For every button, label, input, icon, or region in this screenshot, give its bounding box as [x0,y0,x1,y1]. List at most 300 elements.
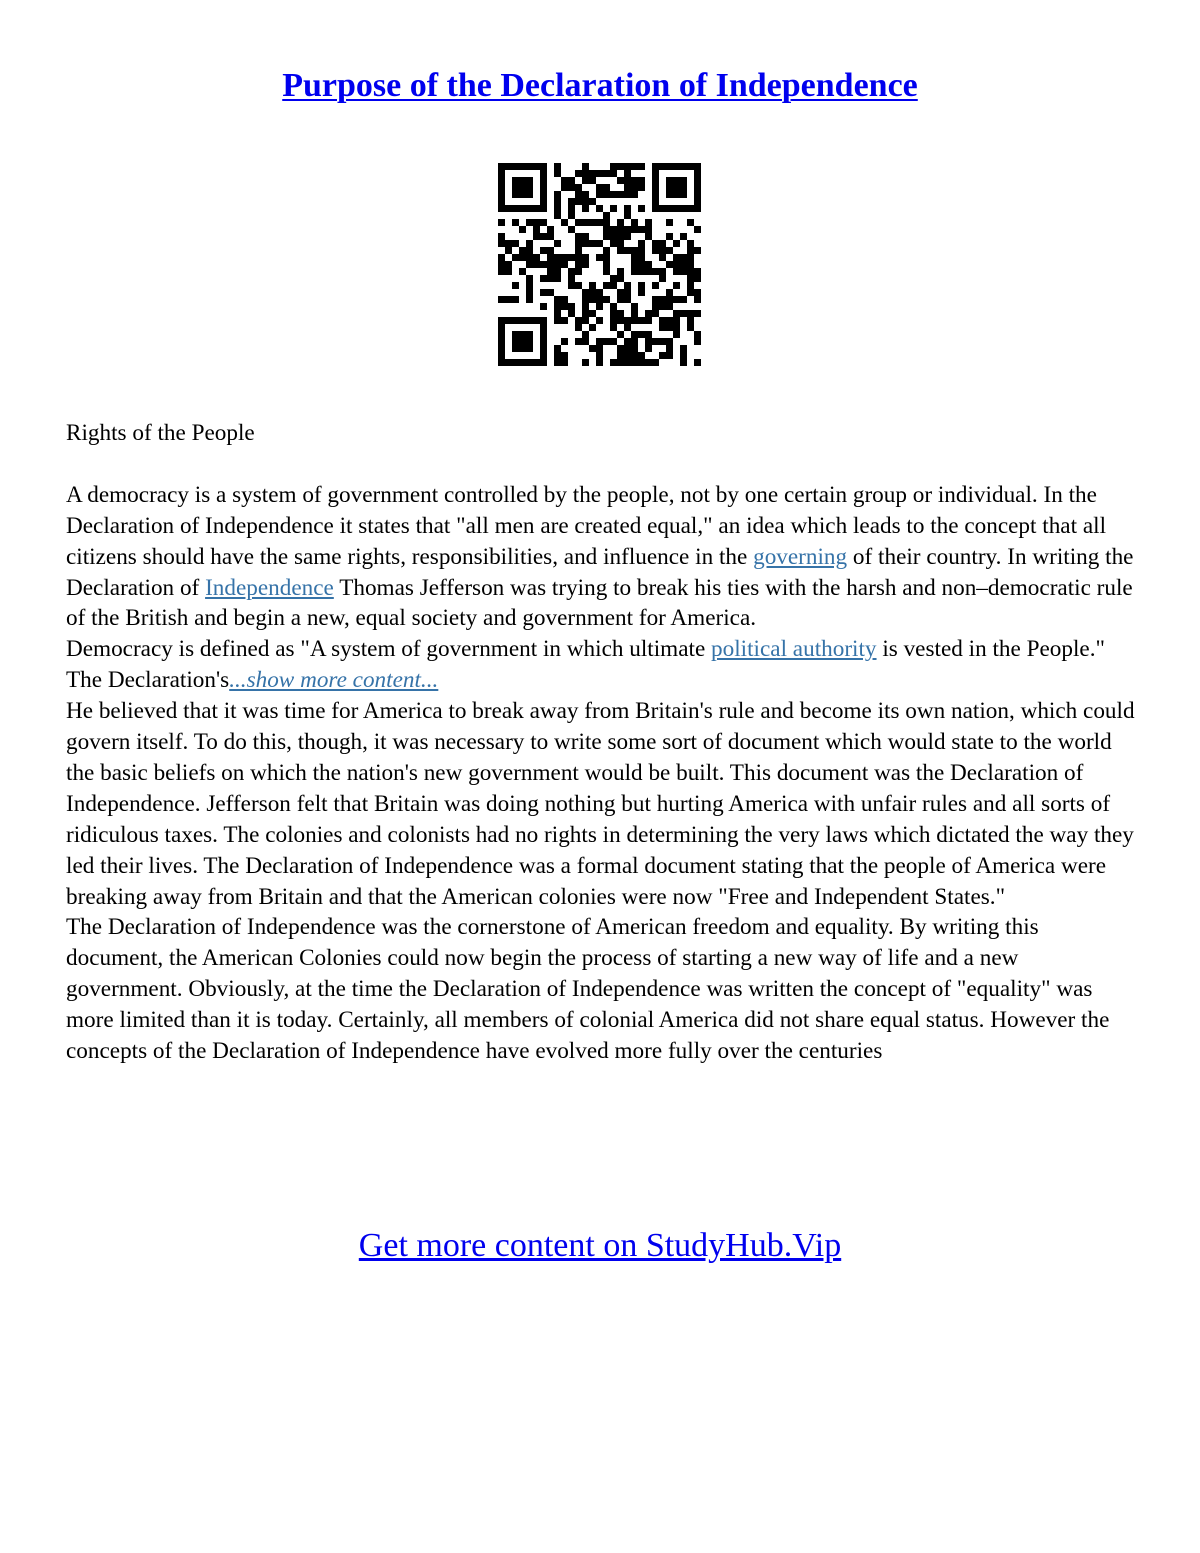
qr-module [512,338,519,345]
qr-module [624,296,631,303]
qr-module [540,198,547,205]
qr-module [673,296,680,303]
qr-module [568,268,575,275]
qr-module [652,177,659,184]
qr-module [575,184,582,191]
show-more-content-link[interactable]: ...show more content... [229,667,439,694]
qr-module [673,205,680,212]
qr-module [561,317,568,324]
qr-module [603,219,610,226]
qr-module [554,310,561,317]
qr-module [680,345,687,352]
qr-module [638,163,645,170]
qr-module [680,296,687,303]
qr-module [596,184,603,191]
qr-module [575,219,582,226]
qr-module [666,345,673,352]
qr-module [512,177,519,184]
qr-module [694,310,701,317]
qr-module [666,352,673,359]
qr-module [589,177,596,184]
qr-module [638,289,645,296]
qr-module [673,191,680,198]
qr-module [498,170,505,177]
qr-module [673,261,680,268]
qr-module [638,282,645,289]
qr-module [512,331,519,338]
qr-module [638,268,645,275]
qr-module [575,268,582,275]
qr-module [631,226,638,233]
qr-module [540,289,547,296]
qr-module [533,163,540,170]
qr-module [603,233,610,240]
independence-link[interactable]: Independence [205,574,334,601]
qr-module [687,163,694,170]
qr-module [659,303,666,310]
qr-module [540,317,547,324]
qr-module [582,233,589,240]
qr-module [617,345,624,352]
qr-module [526,296,533,303]
qr-module [638,317,645,324]
qr-module [603,268,610,275]
qr-module [554,170,561,177]
qr-module [603,212,610,219]
qr-module [610,338,617,345]
qr-module [694,177,701,184]
qr-module [498,331,505,338]
qr-module [617,268,624,275]
qr-module [554,345,561,352]
qr-module [617,219,624,226]
qr-module [568,282,575,289]
qr-module [519,317,526,324]
qr-module [575,170,582,177]
qr-module [673,177,680,184]
qr-module [659,324,666,331]
qr-module [694,184,701,191]
qr-module [519,345,526,352]
qr-module [617,359,624,366]
qr-module [498,338,505,345]
qr-module [540,205,547,212]
qr-module [533,317,540,324]
qr-module [512,163,519,170]
qr-module [512,191,519,198]
qr-module [638,240,645,247]
qr-module [680,184,687,191]
qr-module [505,163,512,170]
qr-module [498,219,505,226]
footer [0,1224,1200,1268]
qr-module [694,359,701,366]
qr-module [512,359,519,366]
qr-module [603,170,610,177]
qr-module [624,226,631,233]
qr-module [631,352,638,359]
qr-module [638,205,645,212]
qr-module [666,261,673,268]
qr-module [589,198,596,205]
qr-module [638,261,645,268]
paragraph-jefferson: He believed that it was time for America to break away from Britain's rule and become its own nation, which could govern itself. To do this, though, it was necessary to write some sort of document which would state to the world the basic beliefs on which the nation's new government would be built. This document was the Declaration of Independence. Jefferson felt that Britain was doing nothing but hurting America with unfair rules and all sorts of ridiculous taxes. The colonies and colonists had no rights in determining the very laws which dictated the way they led their lives. The Declaration of Independence was a formal document stating that the people of America were breaking away from Britain and that the American colonies were now "Free and Independent States." [66,698,1135,910]
qr-module [526,359,533,366]
qr-module [631,261,638,268]
qr-module [554,254,561,261]
qr-module [694,226,701,233]
qr-module [512,345,519,352]
qr-module [526,345,533,352]
qr-module [624,317,631,324]
qr-module [596,254,603,261]
qr-module [547,261,554,268]
qr-module [498,198,505,205]
qr-module [568,205,575,212]
qr-module [680,163,687,170]
qr-module [533,359,540,366]
qr-module [610,317,617,324]
qr-module [687,205,694,212]
qr-module [603,338,610,345]
qr-module [540,303,547,310]
qr-module [673,268,680,275]
qr-module [540,163,547,170]
qr-module [561,352,568,359]
qr-module [687,261,694,268]
qr-module [554,268,561,275]
qr-module [575,261,582,268]
qr-module [540,352,547,359]
qr-module [638,254,645,261]
studyhub-link[interactable]: Get more content on StudyHub.Vip [358,1227,842,1264]
qr-module [519,163,526,170]
qr-module [498,317,505,324]
qr-module [575,240,582,247]
qr-module [694,191,701,198]
qr-module [610,324,617,331]
qr-module [596,219,603,226]
qr-module [575,247,582,254]
qr-module [652,191,659,198]
qr-module [617,177,624,184]
qr-module [589,289,596,296]
qr-module [680,359,687,366]
qr-module [561,219,568,226]
qr-module [498,205,505,212]
qr-module [540,275,547,282]
qr-module [680,177,687,184]
qr-module [652,296,659,303]
qr-module [694,289,701,296]
qr-module [582,296,589,303]
qr-module [610,226,617,233]
paragraph-definition [66,634,1136,696]
article-body [66,418,1136,1067]
qr-module [652,303,659,310]
qr-module [680,268,687,275]
qr-module [561,261,568,268]
qr-module [617,163,624,170]
qr-module [673,310,680,317]
qr-module [596,240,603,247]
qr-module [631,303,638,310]
qr-module [505,205,512,212]
qr-module [582,191,589,198]
qr-module [624,345,631,352]
qr-module [512,184,519,191]
qr-module [624,338,631,345]
qr-module [547,233,554,240]
qr-module [687,268,694,275]
qr-module [505,247,512,254]
qr-module [596,296,603,303]
qr-module [547,275,554,282]
qr-module [526,338,533,345]
qr-module [666,324,673,331]
qr-module [554,205,561,212]
qr-module [526,317,533,324]
qr-module [659,352,666,359]
qr-module [596,191,603,198]
qr-module [645,338,652,345]
qr-module [519,331,526,338]
qr-module [526,289,533,296]
qr-module [589,219,596,226]
qr-module [540,345,547,352]
qr-module [582,303,589,310]
qr-module [575,198,582,205]
qr-module [498,191,505,198]
qr-module [659,240,666,247]
qr-code-graphic [498,163,701,366]
qr-module [645,331,652,338]
qr-module [631,345,638,352]
qr-module [659,317,666,324]
qr-module [624,359,631,366]
qr-module [519,338,526,345]
qr-module [666,205,673,212]
qr-module [680,310,687,317]
qr-module [624,191,631,198]
qr-module [687,317,694,324]
qr-module [568,303,575,310]
qr-module [603,261,610,268]
qr-module [533,226,540,233]
qr-module [540,191,547,198]
qr-module [498,345,505,352]
qr-module [554,163,561,170]
qr-module [645,261,652,268]
qr-module [610,359,617,366]
qr-module [666,184,673,191]
qr-module [659,338,666,345]
qr-module [526,219,533,226]
qr-module [512,240,519,247]
qr-module [561,184,568,191]
qr-module [680,352,687,359]
qr-module [512,254,519,261]
paragraph2-text-2: is vested in the People." The Declaration's [66,636,1105,694]
qr-module [610,233,617,240]
qr-module [526,331,533,338]
qr-module [687,289,694,296]
qr-module [610,170,617,177]
qr-module [498,233,505,240]
paragraph2-text-1: Democracy is defined as "A system of government in which ultimate [66,636,712,663]
qr-module [582,240,589,247]
qr-module [694,275,701,282]
qr-module [582,310,589,317]
qr-module [582,177,589,184]
qr-module [673,282,680,289]
qr-module [659,254,666,261]
qr-module [652,247,659,254]
qr-module [540,331,547,338]
qr-module [568,310,575,317]
qr-module [561,177,568,184]
qr-module [694,247,701,254]
qr-module [603,184,610,191]
qr-module [512,205,519,212]
qr-module [673,163,680,170]
qr-module [526,177,533,184]
qr-module [568,177,575,184]
qr-module [680,205,687,212]
qr-module [617,296,624,303]
political-authority-link[interactable]: political authority [711,636,877,663]
qr-module [554,240,561,247]
qr-module [575,254,582,261]
qr-module [526,275,533,282]
qr-module [631,219,638,226]
qr-module [617,191,624,198]
qr-module [533,261,540,268]
qr-module [631,338,638,345]
qr-module [645,268,652,275]
qr-module [589,310,596,317]
qr-module [582,254,589,261]
qr-module [631,310,638,317]
qr-module [498,240,505,247]
qr-module [638,247,645,254]
qr-module [694,198,701,205]
qr-module [680,191,687,198]
qr-module [659,275,666,282]
qr-module [589,296,596,303]
qr-module [589,324,596,331]
qr-module [603,247,610,254]
qr-module [526,247,533,254]
qr-module [687,324,694,331]
qr-module [519,205,526,212]
qr-module [610,310,617,317]
qr-module [631,163,638,170]
qr-module [631,191,638,198]
qr-module [582,261,589,268]
qr-module [540,233,547,240]
qr-module [596,359,603,366]
qr-module [540,359,547,366]
qr-module [617,247,624,254]
qr-module [631,247,638,254]
qr-module [505,268,512,275]
qr-module [568,226,575,233]
paragraph-democracy [66,480,1136,635]
qr-module [631,331,638,338]
qr-module [498,177,505,184]
paragraph1-text-3: Thomas Jefferson was trying to break his ties with the harsh and non–democratic rule of the British and begin a new, equal society and government for America. [66,574,1133,632]
governing-link[interactable]: governing [753,543,848,570]
qr-module [624,205,631,212]
qr-module [673,254,680,261]
qr-module [687,247,694,254]
qr-module [533,233,540,240]
qr-module [610,303,617,310]
qr-module [624,324,631,331]
title-link[interactable]: Purpose of the Declaration of Independence [282,67,918,104]
qr-module [659,268,666,275]
qr-module [694,170,701,177]
qr-module [652,184,659,191]
qr-module [631,184,638,191]
qr-module [575,233,582,240]
page-title [0,66,1200,106]
qr-module [554,212,561,219]
qr-module [617,240,624,247]
qr-module [526,240,533,247]
qr-module [624,282,631,289]
qr-module [673,331,680,338]
qr-module [540,177,547,184]
qr-module [533,205,540,212]
qr-module [610,163,617,170]
qr-module [589,282,596,289]
qr-module [687,275,694,282]
qr-module [582,338,589,345]
qr-module [498,296,505,303]
qr-module [547,247,554,254]
qr-module [554,261,561,268]
qr-module [547,268,554,275]
qr-module [540,338,547,345]
qr-module [505,296,512,303]
qr-module [519,359,526,366]
qr-module [554,303,561,310]
qr-module [687,310,694,317]
qr-module [575,324,582,331]
qr-module [652,170,659,177]
qr-module [610,282,617,289]
qr-module [645,310,652,317]
qr-module [652,240,659,247]
qr-module [624,289,631,296]
qr-module [659,247,666,254]
qr-module [694,338,701,345]
qr-module [512,317,519,324]
qr-module [652,338,659,345]
qr-module [519,268,526,275]
qr-module [624,233,631,240]
qr-module [533,254,540,261]
qr-module [533,219,540,226]
qr-module [638,177,645,184]
qr-module [603,282,610,289]
qr-module [645,345,652,352]
qr-module [652,205,659,212]
qr-module [526,261,533,268]
qr-module [554,198,561,205]
